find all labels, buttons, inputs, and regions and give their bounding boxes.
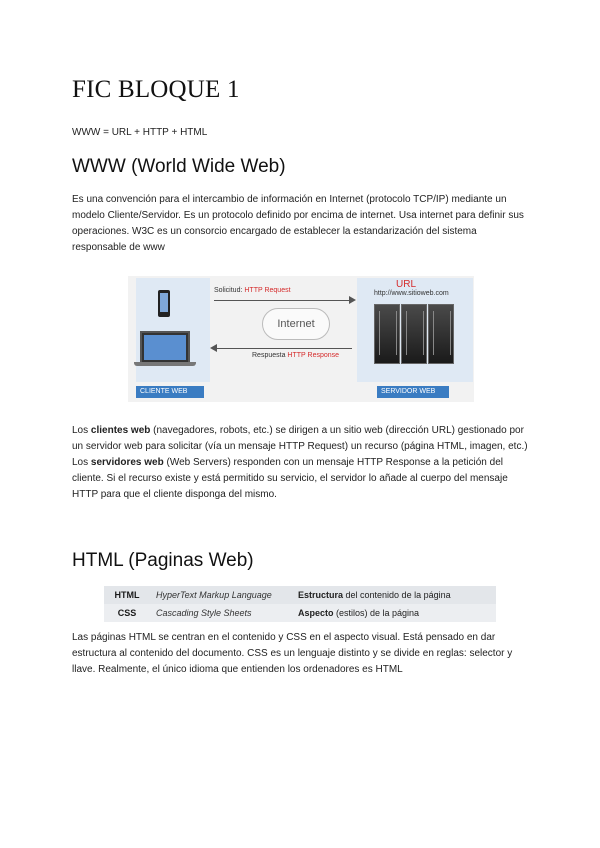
server-web-label: SERVIDOR WEB xyxy=(377,386,449,398)
internet-cloud-icon: Internet xyxy=(262,308,330,340)
html-css-table xyxy=(104,586,496,622)
response-label: Respuesta HTTP Response xyxy=(252,352,340,359)
section-heading-html: HTML (Paginas Web) xyxy=(72,550,254,571)
laptop-icon xyxy=(140,331,190,364)
table-cell-abbr: HTML xyxy=(104,586,150,604)
client-panel xyxy=(136,278,210,382)
server-rack-icon xyxy=(374,304,454,362)
table-cell-abbr: CSS xyxy=(104,604,150,622)
table-row xyxy=(104,604,496,622)
www-formula: WWW = URL + HTTP + HTML xyxy=(72,127,208,138)
client-server-diagram xyxy=(128,276,474,402)
laptop-base xyxy=(134,362,196,366)
url-title: URL xyxy=(396,279,417,290)
client-web-label: CLIENTE WEB xyxy=(136,386,204,398)
servers-text: Los servidores web (Web Servers) responden con un mensaje HTTP Response a la petición del cliente. Si el recurso existe y está permitido su servicio, el servidor lo añade al cuerpo del mensaje HTTP para que el cliente disponga del mismo. xyxy=(72,457,508,500)
url-address: http://www.sitioweb.com xyxy=(374,290,449,297)
response-arrow xyxy=(212,348,352,349)
smartphone-icon xyxy=(158,290,170,317)
www-paragraph: Es una convención para el intercambio de información en Internet (protocolo TCP/IP) mediante un modelo Cliente/Servidor. Es un protocolo definido por encima de internet. Usa internet para definir sus operaciones. W3C es un consorcio encargado de establecer la estandarización del sistema responsable de www xyxy=(72,194,524,253)
section-heading-www: WWW (World Wide Web) xyxy=(72,156,286,177)
clients-servers-paragraph xyxy=(72,423,532,503)
request-arrow xyxy=(214,300,354,301)
request-label: Solicitud: HTTP Request xyxy=(214,287,291,294)
page-title: FIC BLOQUE 1 xyxy=(72,76,240,103)
table-row xyxy=(104,586,496,604)
table-cell-full: Cascading Style Sheets xyxy=(150,604,292,622)
clients-text: Los clientes web (navegadores, robots, etc.) se dirigen a un sitio web (dirección URL) gestionado por un servidor web para solicitar (vía un mensaje HTTP Request) un recurso (página HTML, imagen, etc.) xyxy=(72,425,528,452)
html-paragraph: Las páginas HTML se centran en el contenido y CSS en el aspecto visual. Está pensado en dar estructura al contenido del documento. CSS es un lenguaje distinto y se divide en reglas: selector y llave. Realmente, el único idioma que entienden los ordenadores es HTML xyxy=(72,632,513,675)
table-cell-full: HyperText Markup Language xyxy=(150,586,292,604)
table-cell-desc: Estructura del contenido de la página xyxy=(292,586,496,604)
table-cell-desc: Aspecto (estilos) de la página xyxy=(292,604,496,622)
